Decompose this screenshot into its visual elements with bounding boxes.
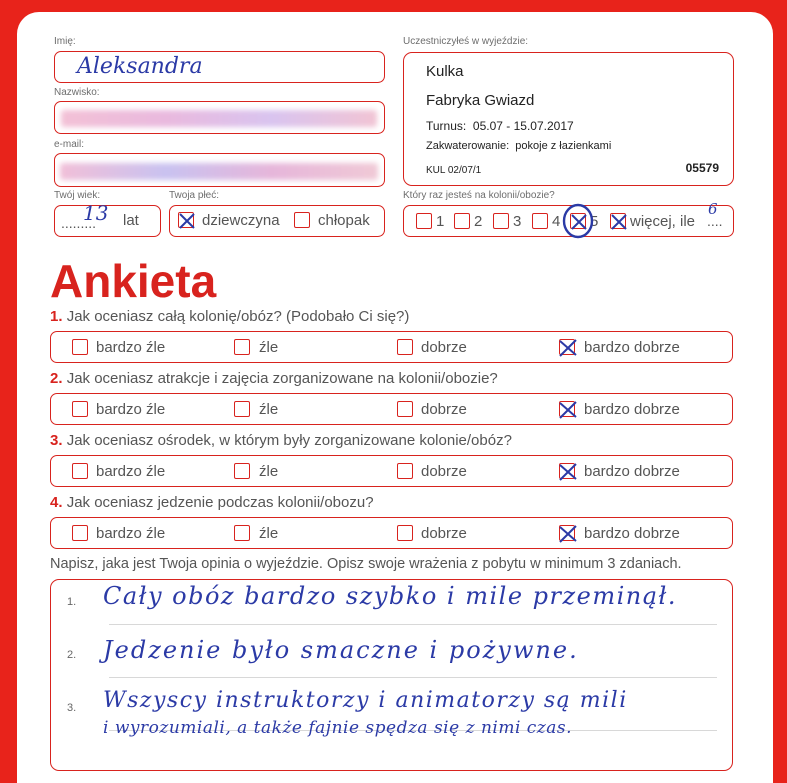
- surname-field[interactable]: [54, 101, 385, 134]
- times-option-more: więcej, ile: [630, 213, 696, 230]
- times-option-1: 1: [436, 213, 445, 230]
- turnus-value: 05.07 - 15.07.2017: [472, 119, 574, 133]
- email-field[interactable]: [54, 153, 385, 187]
- q1-option-very-bad: bardzo źle: [96, 339, 166, 356]
- question-1-number: 1.: [50, 308, 63, 325]
- question-4-answers: [50, 517, 733, 549]
- ruled-line: [109, 677, 717, 678]
- trip-number: 05579: [685, 161, 719, 175]
- trip-code: KUL 02/07/1: [426, 165, 482, 176]
- check-x-icon: [611, 214, 627, 230]
- q4-option-very-good: bardzo dobrze: [584, 525, 680, 542]
- q4-option-good: dobrze: [421, 525, 467, 542]
- question-4: [50, 494, 374, 511]
- question-3-text: Jak oceniasz ośrodek, w którym były zorganizowane kolonie/obóz?: [66, 432, 512, 449]
- check-x-icon: [560, 402, 576, 418]
- times-checkbox-more[interactable]: [610, 213, 626, 229]
- times-checkbox-1[interactable]: [416, 213, 432, 229]
- times-option-5: 5: [590, 213, 599, 230]
- survey-sheet: [17, 12, 773, 783]
- gender-checkbox-male[interactable]: [294, 212, 310, 228]
- opinion-line-3: Wszyscy instruktorzy i animatorzy są mili: [103, 688, 628, 713]
- times-checkbox-2[interactable]: [454, 213, 470, 229]
- q1-option-very-good: bardzo dobrze: [584, 339, 680, 356]
- times-more-value: 6: [708, 200, 718, 218]
- age-value: 13: [83, 201, 109, 225]
- opinion-line-4: i wyrozumiali, a także fajnie spędza się z nimi czas.: [103, 718, 573, 738]
- times-option-4: 4: [552, 213, 561, 230]
- times-field: [403, 200, 734, 237]
- opinion-line-1: Cały obóz bardzo szybko i mile przeminął.: [103, 582, 677, 610]
- q2-option-very-bad: bardzo źle: [96, 401, 166, 418]
- times-label: Który raz jesteś na kolonii/obozie?: [403, 190, 555, 201]
- check-x-icon: [560, 340, 576, 356]
- times-option-3: 3: [513, 213, 522, 230]
- q3-checkbox-good[interactable]: [397, 463, 413, 479]
- email-label: e-mail:: [54, 139, 85, 150]
- survey-title: Ankieta: [50, 255, 217, 307]
- q4-checkbox-very-good[interactable]: [559, 525, 575, 541]
- trip-line1: Kulka: [426, 63, 464, 80]
- name-value: Aleksandra: [77, 54, 203, 79]
- question-2-number: 2.: [50, 370, 63, 387]
- q4-option-very-bad: bardzo źle: [96, 525, 166, 542]
- times-checkbox-3[interactable]: [493, 213, 509, 229]
- q2-option-very-good: bardzo dobrze: [584, 401, 680, 418]
- question-4-number: 4.: [50, 494, 63, 511]
- accommodation-label: Zakwaterowanie:: [426, 140, 510, 152]
- opinion-prompt: Napisz, jaka jest Twoja opinia o wyjeździe. Opisz swoje wrażenia z pobytu w minimum 3 zdaniach.: [50, 556, 682, 572]
- q1-option-bad: źle: [259, 339, 279, 356]
- q3-option-very-bad: bardzo źle: [96, 463, 166, 480]
- q3-option-bad: źle: [259, 463, 279, 480]
- question-1-answers: [50, 331, 733, 363]
- opinion-number-2: 2.: [67, 649, 77, 661]
- gender-label: Twoja płeć:: [169, 190, 220, 201]
- times-more-dots: ....: [707, 213, 723, 229]
- redacted-surname: [61, 110, 377, 127]
- redacted-email: [60, 163, 378, 180]
- age-dots: .........: [61, 215, 97, 231]
- question-2-text: Jak oceniasz atrakcje i zajęcia zorganizowane na kolonii/obozie?: [66, 370, 498, 387]
- q4-checkbox-bad[interactable]: [234, 525, 250, 541]
- q3-option-good: dobrze: [421, 463, 467, 480]
- gender-option-female: dziewczyna: [202, 212, 280, 229]
- question-3-number: 3.: [50, 432, 63, 449]
- turnus-label: Turnus:: [426, 119, 467, 133]
- check-x-icon: [179, 213, 195, 229]
- times-option-2: 2: [474, 213, 483, 230]
- name-field[interactable]: [54, 51, 385, 83]
- q1-checkbox-bad[interactable]: [234, 339, 250, 355]
- trip-info-box: [403, 52, 734, 186]
- q1-checkbox-very-good[interactable]: [559, 339, 575, 355]
- opinion-line-2: Jedzenie było smaczne i pożywne.: [103, 636, 579, 664]
- q2-option-bad: źle: [259, 401, 279, 418]
- age-field[interactable]: [54, 201, 161, 237]
- q2-checkbox-bad[interactable]: [234, 401, 250, 417]
- q3-checkbox-bad[interactable]: [234, 463, 250, 479]
- gender-checkbox-female[interactable]: [178, 212, 194, 228]
- times-checkbox-4[interactable]: [532, 213, 548, 229]
- accommodation-value: pokoje z łazienkami: [515, 140, 612, 152]
- q4-option-bad: źle: [259, 525, 279, 542]
- circle-mark-icon: [562, 201, 599, 239]
- opinion-number-1: 1.: [67, 596, 77, 608]
- question-1-text: Jak oceniasz całą kolonię/obóz? (Podobało Ci się?): [66, 308, 410, 325]
- q1-checkbox-very-bad[interactable]: [72, 339, 88, 355]
- question-3-answers: [50, 455, 733, 487]
- q2-checkbox-very-bad[interactable]: [72, 401, 88, 417]
- accommodation-row: [426, 140, 611, 152]
- q2-checkbox-very-good[interactable]: [559, 401, 575, 417]
- q4-checkbox-very-bad[interactable]: [72, 525, 88, 541]
- question-2-answers: [50, 393, 733, 425]
- q1-option-good: dobrze: [421, 339, 467, 356]
- check-x-icon: [560, 526, 576, 542]
- question-2: [50, 370, 498, 387]
- check-x-icon: [560, 464, 576, 480]
- q3-checkbox-very-bad[interactable]: [72, 463, 88, 479]
- question-3: [50, 432, 512, 449]
- turnus-row: [426, 119, 574, 133]
- q4-checkbox-good[interactable]: [397, 525, 413, 541]
- q3-option-very-good: bardzo dobrze: [584, 463, 680, 480]
- age-label: Twój wiek:: [54, 190, 101, 201]
- q3-checkbox-very-good[interactable]: [559, 463, 575, 479]
- ruled-line: [109, 624, 717, 625]
- surname-label: Nazwisko:: [54, 87, 100, 98]
- age-unit: lat: [123, 212, 139, 229]
- gender-option-male: chłopak: [318, 212, 370, 229]
- opinion-number-3: 3.: [67, 702, 77, 714]
- question-1: [50, 308, 409, 325]
- name-label: Imię:: [54, 36, 76, 47]
- q1-checkbox-good[interactable]: [397, 339, 413, 355]
- trip-line2: Fabryka Gwiazd: [426, 92, 535, 109]
- gender-field: [169, 205, 385, 237]
- q2-option-good: dobrze: [421, 401, 467, 418]
- question-4-text: Jak oceniasz jedzenie podczas kolonii/obozu?: [66, 494, 374, 511]
- trip-label: Uczestniczyłeś w wyjeździe:: [403, 36, 529, 47]
- q2-checkbox-good[interactable]: [397, 401, 413, 417]
